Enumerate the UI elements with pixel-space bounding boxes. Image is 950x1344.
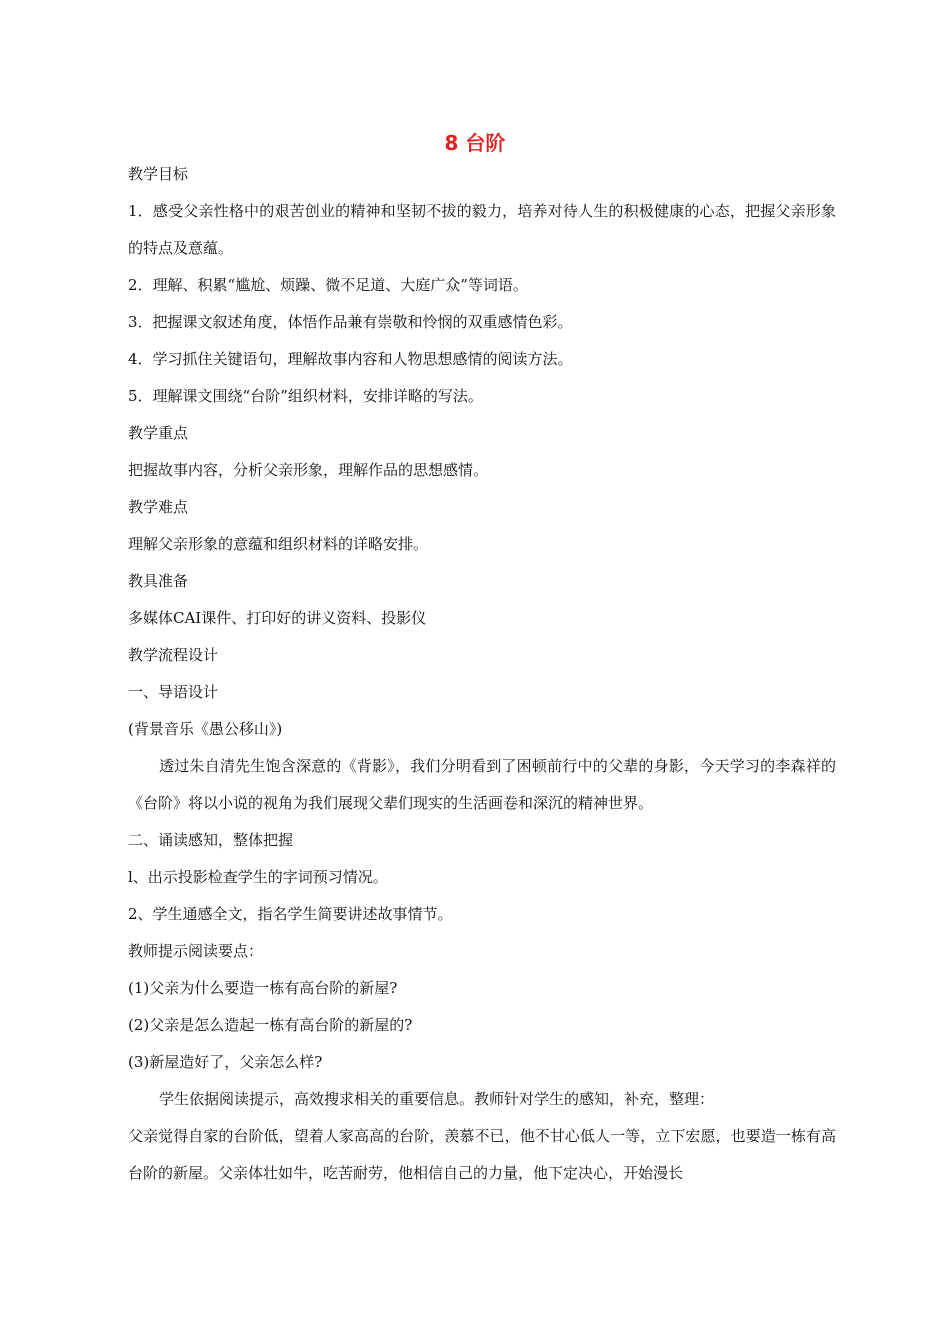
summary-paragraph: 父亲觉得自家的台阶低，望着人家高高的台阶，羡慕不已，他不甘心低人一等，立下宏愿，也要造一栋有高台阶的新屋。父亲体壮如牛，吃苦耐劳，他相信自己的力量，他下定决心，开始漫长 (128, 1127, 836, 1182)
section-1-title: 一、导语设计 (128, 683, 219, 701)
heading-key-points: 教学重点 (128, 424, 189, 442)
background-music-note: (背景音乐《愚公移山》) (128, 720, 283, 738)
goal-item-1: 1．感受父亲性格中的艰苦创业的精神和坚韧不拔的毅力，培养对待人生的积极健康的心态，把握父亲形象的特点及意蕴。 (128, 202, 836, 257)
document-body (128, 156, 836, 1192)
document-title: 8 台阶 (444, 131, 506, 155)
heading-difficulties: 教学难点 (128, 498, 189, 516)
step-1: l、出示投影检查学生的字词预习情况。 (128, 868, 388, 886)
heading-process: 教学流程设计 (128, 646, 219, 664)
key-points-text: 把握故事内容，分析父亲形象，理解作品的思想感情。 (128, 461, 489, 479)
materials-text: 多媒体CAI课件、打印好的讲义资料、投影仪 (128, 609, 427, 627)
question-2: (2)父亲是怎么造起一栋有高台阶的新屋的? (128, 1016, 413, 1034)
heading-teaching-goals: 教学目标 (128, 165, 189, 183)
difficulties-text: 理解父亲形象的意蕴和组织材料的详略安排。 (128, 535, 429, 553)
section-2-title: 二、诵读感知，整体把握 (128, 831, 294, 849)
heading-materials: 教具准备 (128, 572, 189, 590)
student-activity-paragraph: 学生依据阅读提示，高效搜求相关的重要信息。教师针对学生的感知，补充，整理： (159, 1090, 715, 1108)
step-2: 2、学生通感全文，指名学生简要讲述故事情节。 (128, 905, 453, 923)
goal-item-2: 2．理解、积累“尴尬、烦躁、微不足道、大庭广众”等词语。 (128, 276, 528, 294)
question-3: (3)新屋造好了，父亲怎么样? (128, 1053, 323, 1071)
goal-item-5: 5．理解课文围绕“台阶”组织材料，安排详略的写法。 (128, 387, 483, 405)
question-1: (1)父亲为什么要造一栋有高台阶的新屋? (128, 979, 398, 997)
intro-paragraph: 透过朱自清先生饱含深意的《背影》，我们分明看到了困顿前行中的父辈的身影，今天学习的李森祥的《台阶》将以小说的视角为我们展现父辈们现实的生活画卷和深沉的精神世界。 (128, 757, 836, 812)
goal-item-4: 4．学习抓住关键语句，理解故事内容和人物思想感情的阅读方法。 (128, 350, 573, 368)
goal-item-3: 3．把握课文叙述角度，体悟作品兼有崇敬和怜悯的双重感情色彩。 (128, 313, 573, 331)
reading-tips-label: 教师提示阅读要点： (128, 942, 264, 960)
